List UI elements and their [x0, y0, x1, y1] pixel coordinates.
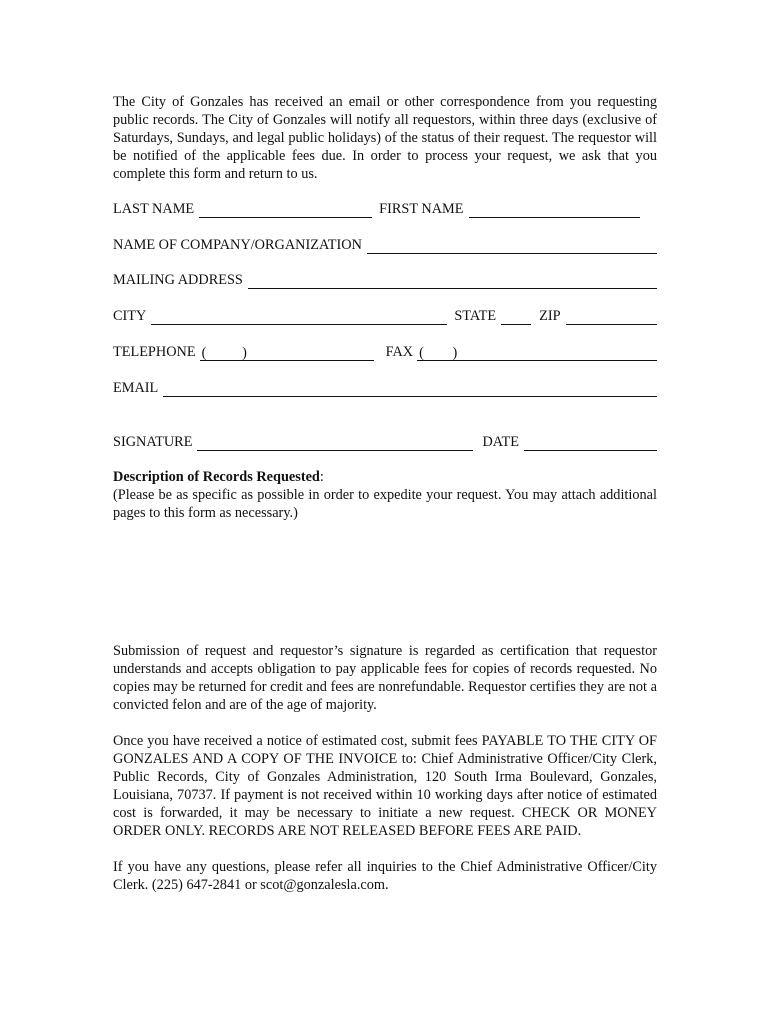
phone-row: [113, 343, 657, 361]
first-name-field[interactable]: [469, 203, 640, 218]
fax-area-code: ( ): [419, 345, 458, 361]
telephone-area-code: ( ): [201, 345, 247, 361]
date-label: DATE: [482, 434, 519, 450]
mailing-address-field[interactable]: [248, 274, 657, 289]
description-title-colon: :: [319, 469, 324, 485]
last-name-label: LAST NAME: [113, 201, 195, 217]
email-row: [113, 379, 657, 397]
city-label: CITY: [113, 308, 147, 324]
fax-field[interactable]: [417, 346, 657, 361]
city-field[interactable]: [151, 310, 447, 325]
questions-paragraph: If you have any questions, please refer all inquiries to the Chief Administrative Officer/City Clerk. (225) 647-2841 or scot@gonzalesla.com.: [113, 859, 657, 893]
first-name-label: FIRST NAME: [379, 201, 464, 217]
description-title-text: Description of Records Requested: [113, 469, 320, 485]
city-row: [113, 307, 657, 325]
name-row: [113, 200, 657, 218]
company-label: NAME OF COMPANY/ORGANIZATION: [113, 237, 362, 253]
telephone-field[interactable]: [200, 346, 374, 361]
mailing-address-row: [113, 271, 657, 289]
records-request-form: [113, 93, 657, 894]
company-field[interactable]: [367, 239, 657, 254]
mailing-address-label: MAILING ADDRESS: [113, 272, 243, 288]
description-note: (Please be as specific as possible in order to expedite your request. You may attach additional pages to this form as necessary.): [113, 487, 657, 521]
zip-field[interactable]: [566, 310, 657, 325]
state-field[interactable]: [501, 310, 531, 325]
company-row: [113, 236, 657, 254]
last-name-field[interactable]: [199, 203, 372, 218]
submission-paragraph: Submission of request and requestor’s signature is regarded as certification that requestor understands and accepts obligation to pay applicable fees for copies of records requested. No copies may be returned for credit and fees are nonrefundable. Requestor certifies they are not a convicted felon and are of the age of majority.: [113, 643, 657, 713]
zip-label: ZIP: [539, 308, 561, 324]
description-title: [113, 468, 657, 486]
email-field[interactable]: [163, 382, 657, 397]
signature-field[interactable]: [197, 436, 473, 451]
fax-label: FAX: [385, 344, 414, 360]
telephone-label: TELEPHONE: [113, 344, 196, 360]
intro-paragraph: The City of Gonzales has received an email or other correspondence from you requesting public records. The City of Gonzales will notify all requestors, within three days (exclusive of Saturdays, Sundays, and legal public holidays) of the status of their request. The requestor will be notified of the applicable fees due. In order to process your request, we ask that you complete this form and return to us.: [113, 94, 657, 182]
state-label: STATE: [454, 308, 497, 324]
payment-paragraph: Once you have received a notice of estimated cost, submit fees PAYABLE TO THE CITY OF GONZALES AND A COPY OF THE INVOICE to: Chief Administrative Officer/City Clerk, Public Records, City of Gonzales Administration, 120 South Irma Boulevard, Gonzales, Louisiana, 70737. If payment is not received within 10 working days after notice of estimated cost is forwarded, it may be necessary to initiate a new request. CHECK OR MONEY ORDER ONLY. RECORDS ARE NOT RELEASED BEFORE FEES ARE PAID.: [113, 733, 657, 839]
signature-row: [113, 433, 657, 451]
description-area[interactable]: [113, 522, 657, 642]
signature-label: SIGNATURE: [113, 434, 193, 450]
date-field[interactable]: [524, 436, 657, 451]
email-label: EMAIL: [113, 380, 159, 396]
